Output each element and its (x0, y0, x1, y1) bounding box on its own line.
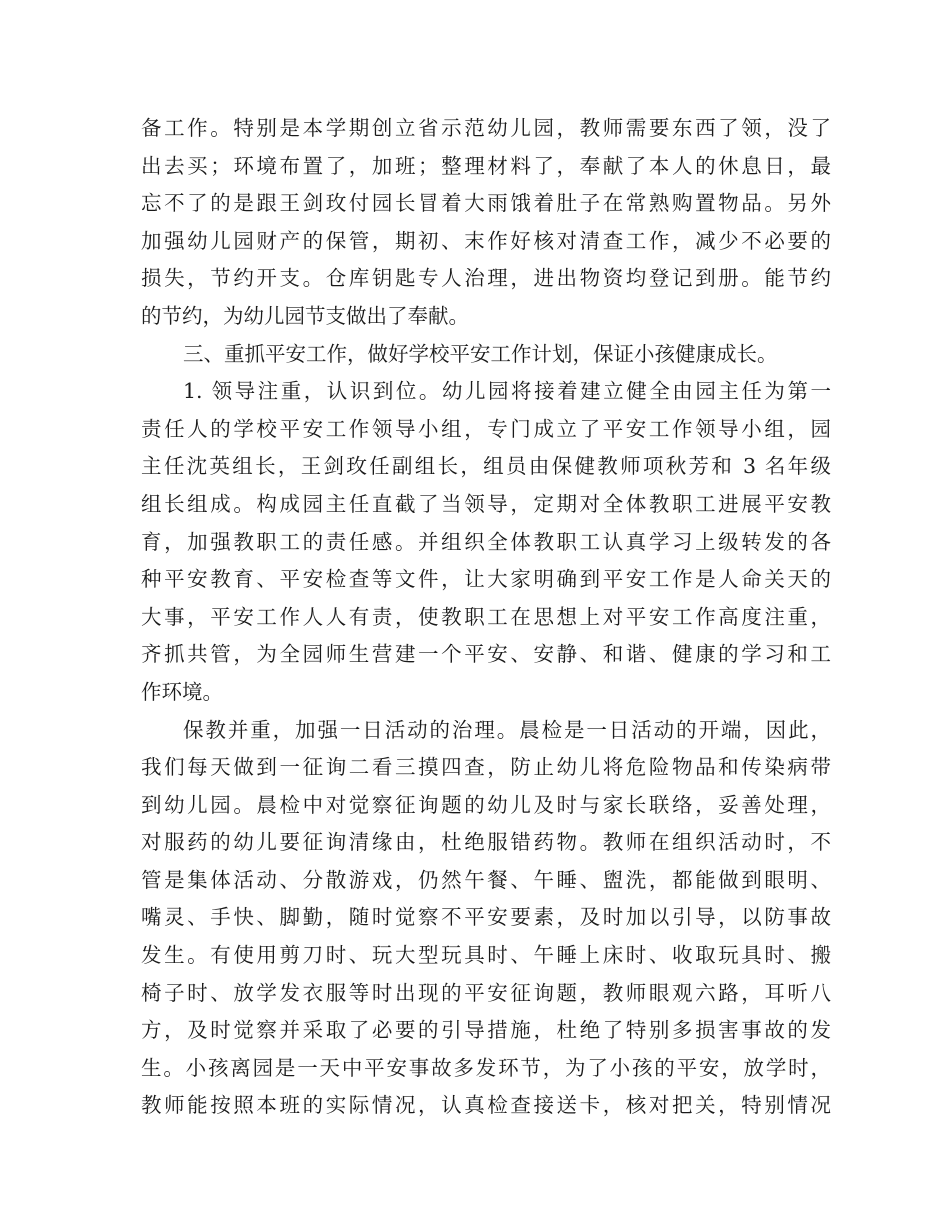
text-line: 出去买；环境布置了，加班；整理材料了，奉献了本人的休息日，最 (141, 153, 831, 178)
text-line: 椅子时、放学发衣服等时出现的平安征询题，教师眼观六路，耳听八 (141, 980, 831, 1005)
text-line: 方，及时觉察并采取了必要的引导措施，杜绝了特别多损害事故的发 (141, 1018, 831, 1043)
text-line: 发生。有使用剪刀时、玩大型玩具时、午睡上床时、收取玩具时、搬 (141, 943, 831, 968)
text-line: 我们每天做到一征询二看三摸四查，防止幼儿将危险物品和传染病带 (141, 755, 831, 780)
text-line: 备工作。特别是本学期创立省示范幼儿园，教师需要东西了领，没了 (141, 116, 831, 140)
text-line: 到幼儿园。晨检中对觉察征询题的幼儿及时与家长联络，妥善处理， (141, 792, 831, 817)
text-line: 作环境。 (141, 679, 223, 704)
text-line: 1. 领导注重，认识到位。幼儿园将接着建立健全由园主任为第一 (183, 379, 831, 404)
document-body (141, 110, 831, 1125)
text-line: 的节约，为幼儿园节支做出了奉献。 (141, 303, 469, 328)
text-line: 保教并重，加强一日活动的治理。晨检是一日活动的开端，因此， (183, 717, 831, 742)
paragraph-4 (141, 712, 831, 1126)
text-line: 嘴灵、手快、脚勤，随时觉察不平安要素，及时加以引导，以防事故 (141, 905, 831, 930)
text-line: 对服药的幼儿要征询清缘由，杜绝服错药物。教师在组织活动时，不 (141, 830, 831, 855)
text-line: 生。小孩离园是一天中平安事故多发环节，为了小孩的平安，放学时， (141, 1055, 831, 1080)
text-line: 忘不了的是跟王剑玫付园长冒着大雨饿着肚子在常熟购置物品。另外 (141, 191, 831, 216)
text-line: 主任沈英组长，王剑玫任副组长，组员由保健教师项秋芳和 3 名年级 (141, 454, 831, 479)
text-line: 齐抓共管，为全园师生营建一个平安、安静、和谐、健康的学习和工 (141, 642, 831, 667)
text-line: 管是集体活动、分散游戏，仍然午餐、午睡、盥洗，都能做到眼明、 (141, 867, 831, 892)
text-line: 组长组成。构成园主任直截了当领导，定期对全体教职工进展平安教 (141, 491, 831, 516)
text-line: 大事，平安工作人人有责，使教职工在思想上对平安工作高度注重， (141, 604, 831, 629)
text-line: 损失，节约开支。仓库钥匙专人治理，进出物资均登记到册。能节约 (141, 266, 831, 291)
text-line: 育，加强教职工的责任感。并组织全体教职工认真学习上级转发的各 (141, 529, 831, 554)
section-heading (141, 336, 831, 374)
text-line: 加强幼儿园财产的保管，期初、末作好核对清查工作，减少不必要的 (141, 228, 831, 253)
section-heading-text: 三、重抓平安工作，做好学校平安工作计划，保证小孩健康成长。 (183, 341, 778, 366)
paragraph-1 (141, 110, 831, 336)
text-line: 责任人的学校平安工作领导小组，专门成立了平安工作领导小组，园 (141, 416, 831, 441)
text-line: 种平安教育、平安检查等文件，让大家明确到平安工作是人命关天的 (141, 567, 831, 592)
paragraph-3 (141, 373, 831, 711)
text-line: 教师能按照本班的实际情况，认真检查接送卡，核对把关，特别情况 (141, 1093, 831, 1118)
